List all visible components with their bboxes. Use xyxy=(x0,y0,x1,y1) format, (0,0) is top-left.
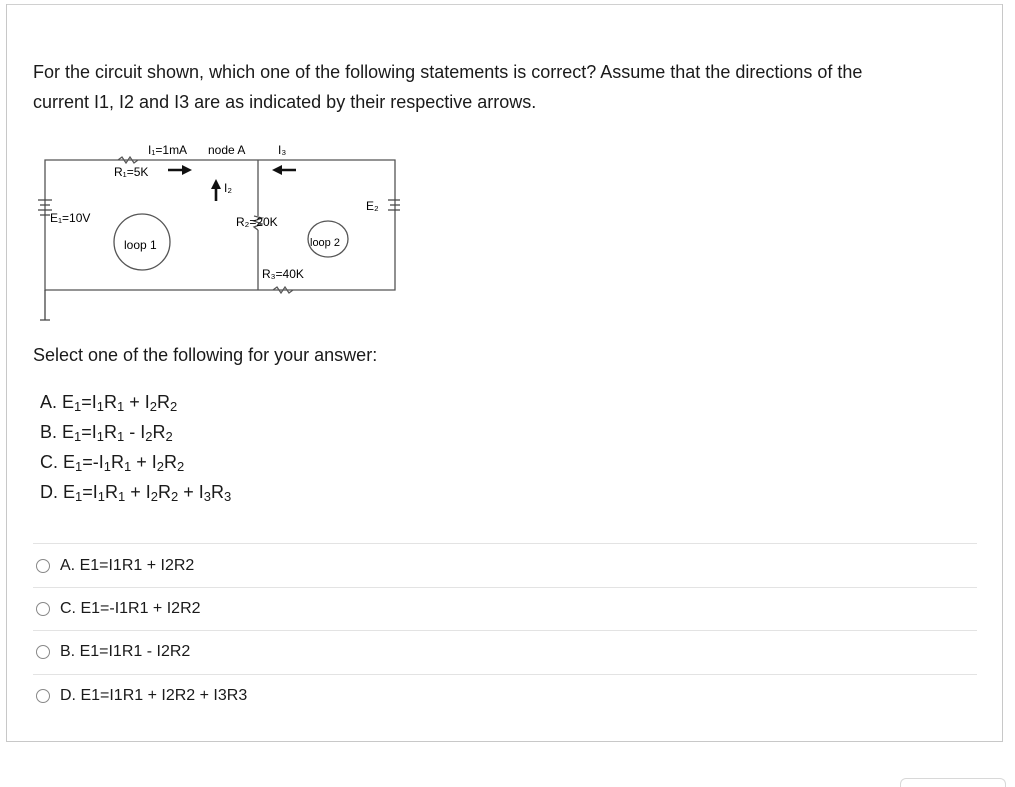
answer-statement-a xyxy=(40,388,177,416)
option-c-radio[interactable] xyxy=(36,602,50,616)
loop-1-label: loop 1 xyxy=(124,238,157,252)
answer-d-equation: $E_1=I_1R_1 + I_2R_2 + I_3R_3$ xyxy=(63,482,232,504)
loop-2-label: loop 2 xyxy=(310,237,340,249)
answer-b-letter: B. xyxy=(40,422,58,442)
r1-label: R₁=5K xyxy=(114,165,149,179)
next-panel-edge xyxy=(900,778,1006,787)
option-c[interactable] xyxy=(36,589,201,629)
e1-label: E₁=10V xyxy=(50,211,91,225)
answer-statement-b xyxy=(40,418,173,446)
i2-label: I₂ xyxy=(224,181,232,195)
option-b[interactable] xyxy=(36,632,190,672)
options-divider xyxy=(33,587,977,588)
options-divider xyxy=(33,674,977,675)
option-b-radio[interactable] xyxy=(36,645,50,659)
node-a-label: node A xyxy=(208,143,246,157)
option-a-radio[interactable] xyxy=(36,559,50,573)
ground-symbol xyxy=(40,290,50,320)
option-d-radio[interactable] xyxy=(36,689,50,703)
circuit-wire-frame xyxy=(45,160,395,290)
e2-label: E₂ xyxy=(366,199,379,213)
r3-label: R₃=40K xyxy=(262,267,304,281)
i3-label: I₃ xyxy=(278,143,287,157)
battery-e2-symbol xyxy=(388,200,400,210)
option-d[interactable] xyxy=(36,676,247,716)
option-b-label[interactable]: B. E1=I1R1 - I2R2 xyxy=(60,643,191,660)
r2-label: R₂=20K xyxy=(236,215,278,229)
answer-c-letter: C. xyxy=(40,452,58,472)
answer-a-letter: A. xyxy=(40,392,58,412)
answer-b-equation: $E_1=I_1R_1 - I_2R_2$ xyxy=(62,422,173,444)
answer-c-equation: $E_1=-I_1R_1 + I_2R_2$ xyxy=(63,452,185,474)
option-d-label[interactable]: D. E1=I1R1 + I2R2 + I3R3 xyxy=(60,687,248,704)
select-prompt: Select one of the following for your answer: xyxy=(33,345,378,365)
options-divider xyxy=(33,543,977,544)
answer-a-equation: $E_1=I_1R_1 + I_2R_2$ xyxy=(62,392,178,414)
option-a[interactable] xyxy=(36,546,194,586)
answer-statement-c xyxy=(40,448,184,476)
question-text-line-2: current I1, I2 and I3 are as indicated by their respective arrows. xyxy=(33,92,537,112)
answer-d-letter: D. xyxy=(40,482,58,502)
i1-label: I₁=1mA xyxy=(148,143,188,157)
option-c-label[interactable]: C. E1=-I1R1 + I2R2 xyxy=(60,600,201,617)
question-text-line-1: For the circuit shown, which one of the following statements is correct? Assume that the directions of the xyxy=(33,62,863,82)
option-a-label[interactable]: A. E1=I1R1 + I2R2 xyxy=(60,557,195,574)
answer-statement-d xyxy=(40,478,231,506)
circuit-diagram xyxy=(30,138,400,328)
options-divider xyxy=(33,630,977,631)
